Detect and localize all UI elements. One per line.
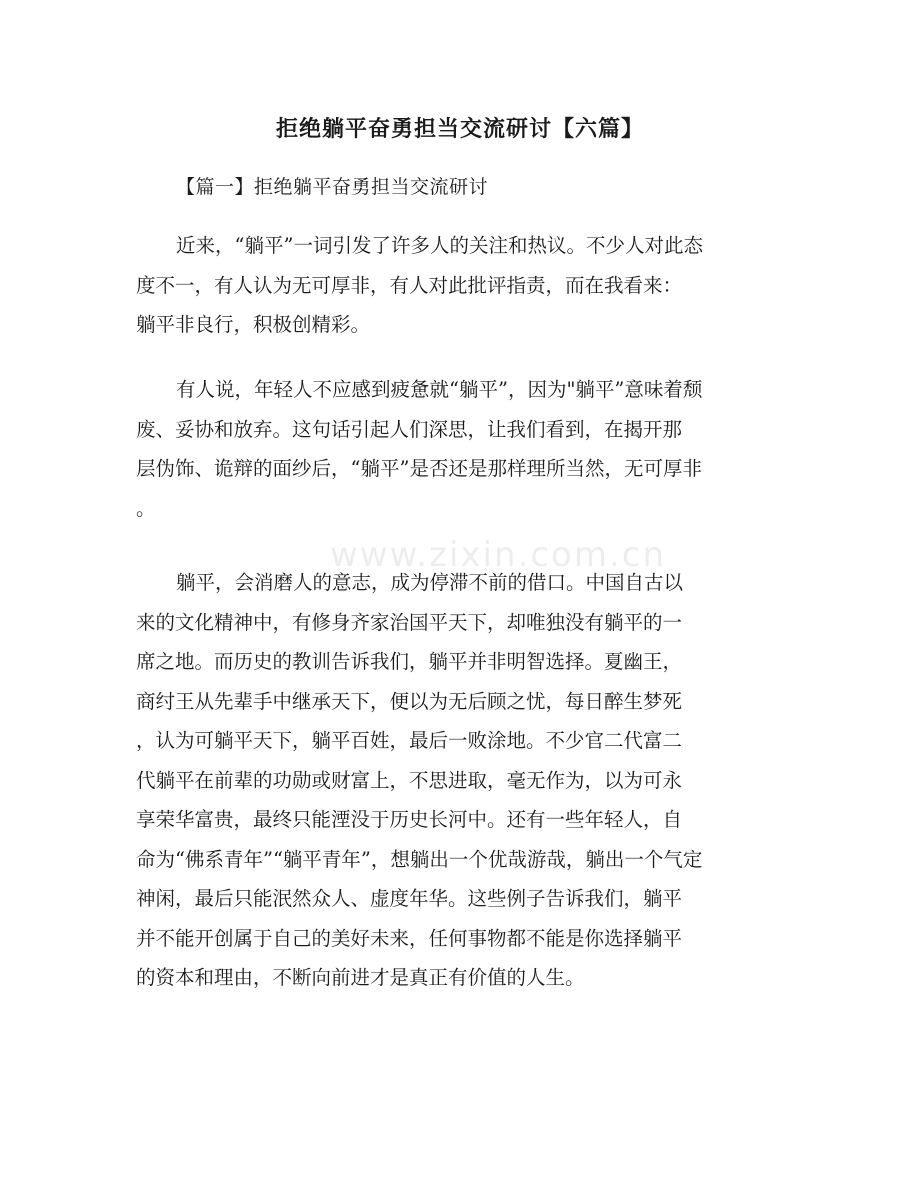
paragraph-3 [136, 563, 786, 998]
paragraph-line: 商纣王从先辈手中继承天下，便以为无后顾之忧，每日醉生梦死 [136, 689, 683, 713]
paragraph-line: 有人说，年轻人不应感到疲惫就“躺平”，因为"躺平”意味着颓 [176, 378, 703, 401]
paragraph-line: 并不能开创属于自己的美好未来，任何事物都不能是你选择躺平 [136, 926, 683, 950]
section-heading: 【篇一】拒绝躺平奋勇担当交流研讨 [176, 176, 489, 198]
paragraph-line: ，认为可躺平天下，躺平百姓，最后一败涂地。不少官二代富二 [136, 729, 683, 752]
paragraph-1 [136, 226, 786, 345]
watermark: www.zixin.com.cn [330, 535, 666, 575]
paragraph-line: 层伪饰、诡辩的面纱后，“躺平”是否还是那样理所当然，无可厚非 [136, 457, 702, 480]
paragraph-line: 躺平，会消磨人的意志，成为停滞不前的借口。中国自古以 [176, 571, 684, 594]
paragraph-line: 度不一，有人认为无可厚非，有人对此批评指责，而在我看来： [136, 273, 683, 297]
paragraph-line: 近来，“躺平”一词引发了许多人的关注和热议。不少人对此态 [176, 234, 703, 257]
paragraph-line: 。 [136, 496, 156, 520]
paragraph-line: 命为“佛系青年”“躺平青年”，想躺出一个优哉游哉，躺出一个气定 [136, 847, 703, 871]
paragraph-line: 代躺平在前辈的功勋或财富上，不思进取，毫无作为，以为可永 [136, 768, 683, 792]
document-title: 拒绝躺平奋勇担当交流研讨【六篇】 [275, 116, 644, 142]
paragraph-line: 享荣华富贵，最终只能湮没于历史长河中。还有一些年轻人，自 [136, 808, 683, 831]
paragraph-line: 废、妥协和放弃。这句话引起人们深思，让我们看到，在揭开那 [136, 417, 683, 441]
paragraph-line: 的资本和理由，不断向前进才是真正有价值的人生。 [136, 966, 585, 989]
paragraph-line: 席之地。而历史的教训告诉我们，躺平并非明智选择。夏幽王， [136, 650, 683, 673]
paragraph-2 [136, 370, 786, 528]
paragraph-line: 躺平非良行，积极创精彩。 [136, 313, 371, 336]
paragraph-line: 来的文化精神中，有修身齐家治国平天下，却唯独没有躺平的一 [136, 610, 683, 634]
paragraph-line: 神闲，最后只能泯然众人、虚度年华。这些例子告诉我们，躺平 [136, 887, 683, 910]
